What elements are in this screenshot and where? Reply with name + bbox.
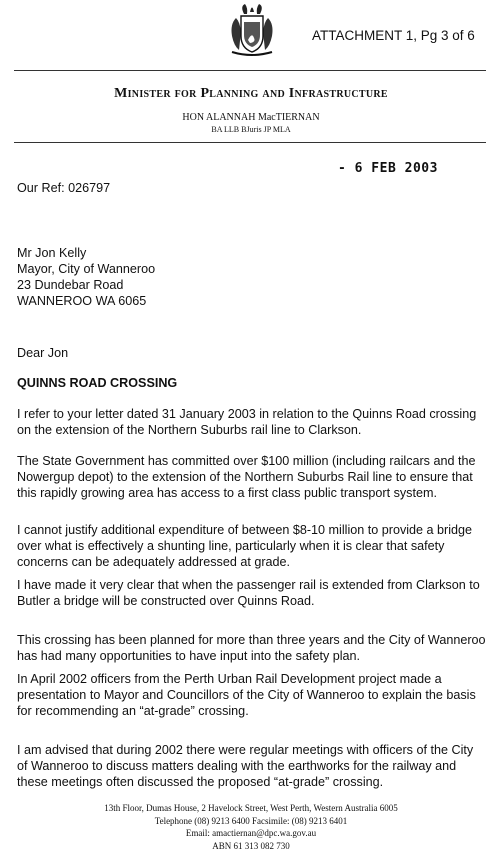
footer-phone: Telephone (08) 9213 6400 Facsimile: (08) 9213 6401 [154, 815, 348, 826]
reference-line: Our Ref: 026797 [17, 181, 111, 195]
body-paragraph: The State Government has committed over $100 million (including railcars and the Nowergup depot) to the extension of the Northern Suburbs Rail line to ensure that this rapidly growing area has access to a first class public transport system. [17, 454, 476, 500]
footer-email: Email: amactiernan@dpc.wa.gov.au [185, 828, 317, 838]
body-paragraph: I cannot justify additional expenditure of between $8-10 million to provide a bridge over what is effectively a shunting line, particularly when it is clear that safety concerns can be adequately addressed at grade. [17, 523, 473, 569]
body-paragraph: I have made it very clear that when the passenger rail is extended from Clarkson to Butler a bridge will be constructed over Quinns Road. [17, 578, 480, 608]
header-top-rule [14, 70, 486, 71]
footer-address: 13th Floor, Dumas House, 2 Havelock Street, West Perth, Western Australia 6005 [104, 803, 398, 813]
header-bottom-rule [14, 142, 486, 143]
letterhead-footer [0, 802, 502, 852]
date-stamp: - 6 FEB 2003 [338, 161, 438, 176]
recipient-address [17, 245, 487, 309]
body-paragraph: I am advised that during 2002 there were regular meetings with officers of the City of Wanneroo to discuss matters dealing with the earthworks for the railway and these meetings often discussed the proposed “at-grade” crossing. [17, 743, 474, 789]
subject-heading: QUINNS ROAD CROSSING [17, 376, 178, 390]
minister-title: Minister for Planning and Infrastructure [114, 86, 388, 101]
minister-name: HON ALANNAH MacTIERNAN [182, 112, 320, 123]
body-paragraph: This crossing has been planned for more than three years and the City of Wanneroo has had many opportunities to have input into the safety plan. [17, 633, 486, 663]
address-line: 23 Dundebar Road [17, 278, 124, 292]
footer-abn: ABN 61 313 082 730 [212, 840, 290, 851]
minister-qualifications: BA LLB BJuris JP MLA [211, 125, 291, 134]
address-line: Mr Jon Kelly [17, 246, 87, 260]
coat-of-arms-crest [226, 2, 278, 58]
attachment-label: ATTACHMENT 1, Pg 3 of 6 [312, 28, 475, 43]
address-line: WANNEROO WA 6065 [17, 294, 147, 308]
body-paragraph: I refer to your letter dated 31 January 2003 in relation to the Quinns Road crossing on the extension of the Northern Suburbs rail line to Clarkson. [17, 407, 477, 437]
salutation: Dear Jon [17, 346, 69, 360]
body-paragraph: In April 2002 officers from the Perth Urban Rail Development project made a presentation to Mayor and Councillors of the City of Wanneroo to explain the basis for recommending an “at-grade” crossing. [17, 672, 476, 718]
address-line: Mayor, City of Wanneroo [17, 262, 156, 276]
